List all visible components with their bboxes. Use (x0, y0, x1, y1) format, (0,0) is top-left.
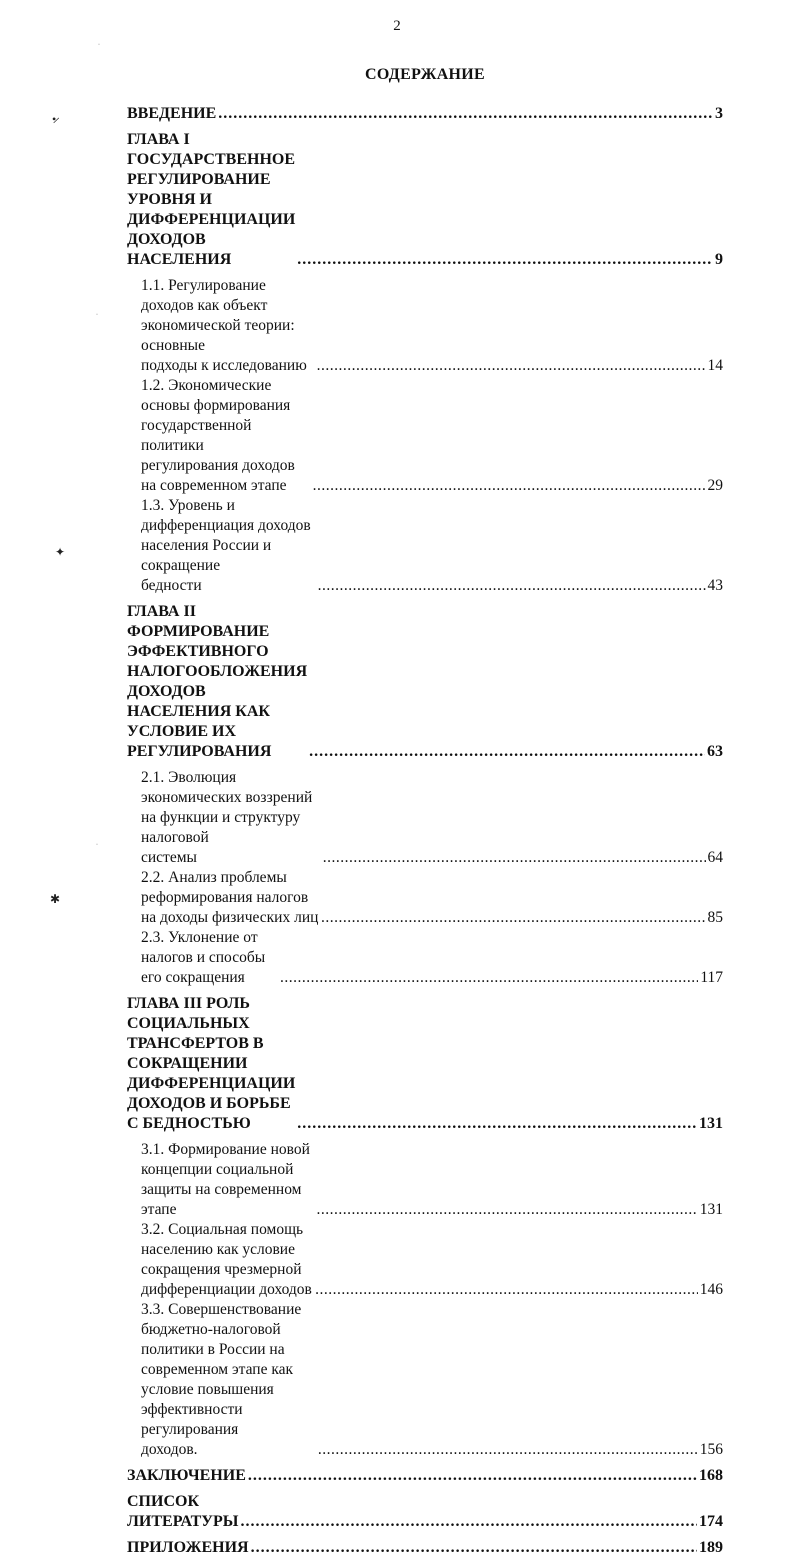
toc-entry-title: ЗАКЛЮЧЕНИЕ (127, 1467, 246, 1484)
toc-entry-chapter-2 (127, 602, 723, 762)
dot-leader (318, 576, 706, 596)
dot-leader (323, 848, 706, 868)
toc-entry-title: 3.1. Формирование новой концепции социальной защиты на современном этапе (141, 1141, 310, 1218)
toc-entry-section-3-3 (127, 1300, 723, 1460)
toc-entry-page: 117 (700, 969, 723, 986)
toc-entry-page: 174 (699, 1513, 723, 1530)
toc-entry-title: 2.2. Анализ проблемы реформирования налогов на доходы физических лиц (141, 869, 319, 926)
toc-entry-page: 64 (707, 849, 723, 866)
toc-entry-section-1-3 (127, 496, 723, 596)
toc-entry-title: ГЛАВА III РОЛЬ СОЦИАЛЬНЫХ ТРАНСФЕРТОВ В СОКРАЩЕНИИ ДИФФЕРЕНЦИАЦИИ ДОХОДОВ И БОРЬБЕ С БЕДНОСТЬЮ (127, 995, 296, 1132)
scan-artifact: · (98, 42, 100, 48)
dot-leader (321, 908, 706, 928)
toc-entry-chapter-1 (127, 130, 723, 270)
toc-entry-page: 3 (715, 105, 723, 122)
toc-entry-title: СПИСОК ЛИТЕРАТУРЫ (127, 1493, 239, 1530)
toc-entry-section-1-1 (127, 276, 723, 376)
toc-entry-title: 1.1. Регулирование доходов как объект экономической теории: основные подходы к исследованию (141, 277, 307, 374)
scan-artifact: ✦ (55, 545, 66, 559)
toc-entry-title: 2.1. Эволюция экономических воззрений на функции и структуру налоговой системы (141, 769, 313, 866)
toc-entry-title: 3.3. Совершенствование бюджетно-налоговой политики в России на современном этапе как условие повышения эффективности регулирования доходов. (141, 1301, 302, 1458)
toc-entry-page: 146 (699, 1281, 723, 1298)
toc-entry-title: ПРИЛОЖЕНИЯ (127, 1539, 249, 1556)
toc-entry-page: 156 (699, 1441, 723, 1458)
dot-leader (309, 742, 705, 762)
dot-leader (315, 1280, 698, 1300)
toc-entry-section-3-1 (127, 1140, 723, 1220)
scan-artifact: ✱ (50, 892, 61, 906)
toc-entry-page: 131 (699, 1201, 723, 1218)
scan-artifact: •̷ (52, 112, 57, 126)
toc-entry-conclusion (127, 1466, 723, 1486)
toc-entry-page: 9 (715, 251, 723, 268)
toc-entry-section-2-1 (127, 768, 723, 868)
dot-leader (218, 104, 713, 124)
dot-leader (251, 1538, 697, 1558)
dot-leader (318, 1440, 698, 1460)
toc-entry-title: 1.3. Уровень и дифференциация доходов населения России и сокращение бедности (141, 497, 311, 594)
dot-leader (317, 356, 706, 376)
toc-entry-title: ВВЕДЕНИЕ (127, 105, 217, 122)
toc-entry-title: ГЛАВА I ГОСУДАРСТВЕННОЕ РЕГУЛИРОВАНИЕ УРОВНЯ И ДИФФЕРЕНЦИАЦИИ ДОХОДОВ НАСЕЛЕНИЯ (127, 131, 296, 268)
toc-title: СОДЕРЖАНИЕ (364, 66, 486, 83)
toc-entry-page: 43 (707, 577, 723, 594)
toc-entry-appendices (127, 1538, 723, 1558)
toc-entry-section-2-2 (127, 868, 723, 928)
toc-entry-section-2-3 (127, 928, 723, 988)
toc-entry-page: 63 (707, 743, 723, 760)
toc-entry-page: 189 (699, 1539, 723, 1556)
toc-entry-chapter-3 (127, 994, 723, 1134)
dot-leader (240, 1512, 697, 1532)
dot-leader (313, 476, 706, 496)
table-of-contents (127, 98, 723, 1564)
page-number: 2 (393, 18, 401, 34)
toc-entry-title: 2.3. Уклонение от налогов и способы его сокращения (141, 929, 266, 986)
toc-entry-title: 1.2. Экономические основы формирования государственной политики регулирования доходов на современном этапе (141, 377, 295, 494)
toc-entry-page: 131 (699, 1115, 723, 1132)
toc-entry-title: 3.2. Социальная помощь населению как условие сокращения чрезмерной дифференциации доходов (141, 1221, 312, 1298)
toc-entry-introduction (127, 104, 723, 124)
toc-entry-page: 85 (707, 909, 723, 926)
dot-leader (297, 250, 713, 270)
toc-entry-page: 29 (707, 477, 723, 494)
toc-entry-section-1-2 (127, 376, 723, 496)
toc-entry-title: ГЛАВА II ФОРМИРОВАНИЕ ЭФФЕКТИВНОГО НАЛОГООБЛОЖЕНИЯ ДОХОДОВ НАСЕЛЕНИЯ КАК УСЛОВИЕ ИХ РЕГУЛИРОВАНИЯ (127, 603, 308, 760)
toc-entry-section-3-2 (127, 1220, 723, 1300)
toc-entry-page: 14 (707, 357, 723, 374)
toc-entry-bibliography (127, 1492, 723, 1532)
dot-leader (316, 1200, 697, 1220)
scan-artifact: · (96, 842, 98, 848)
scan-artifact: · (96, 312, 98, 318)
dot-leader (297, 1114, 697, 1134)
dot-leader (248, 1466, 697, 1486)
toc-entry-page: 168 (699, 1467, 723, 1484)
dot-leader (280, 968, 698, 988)
